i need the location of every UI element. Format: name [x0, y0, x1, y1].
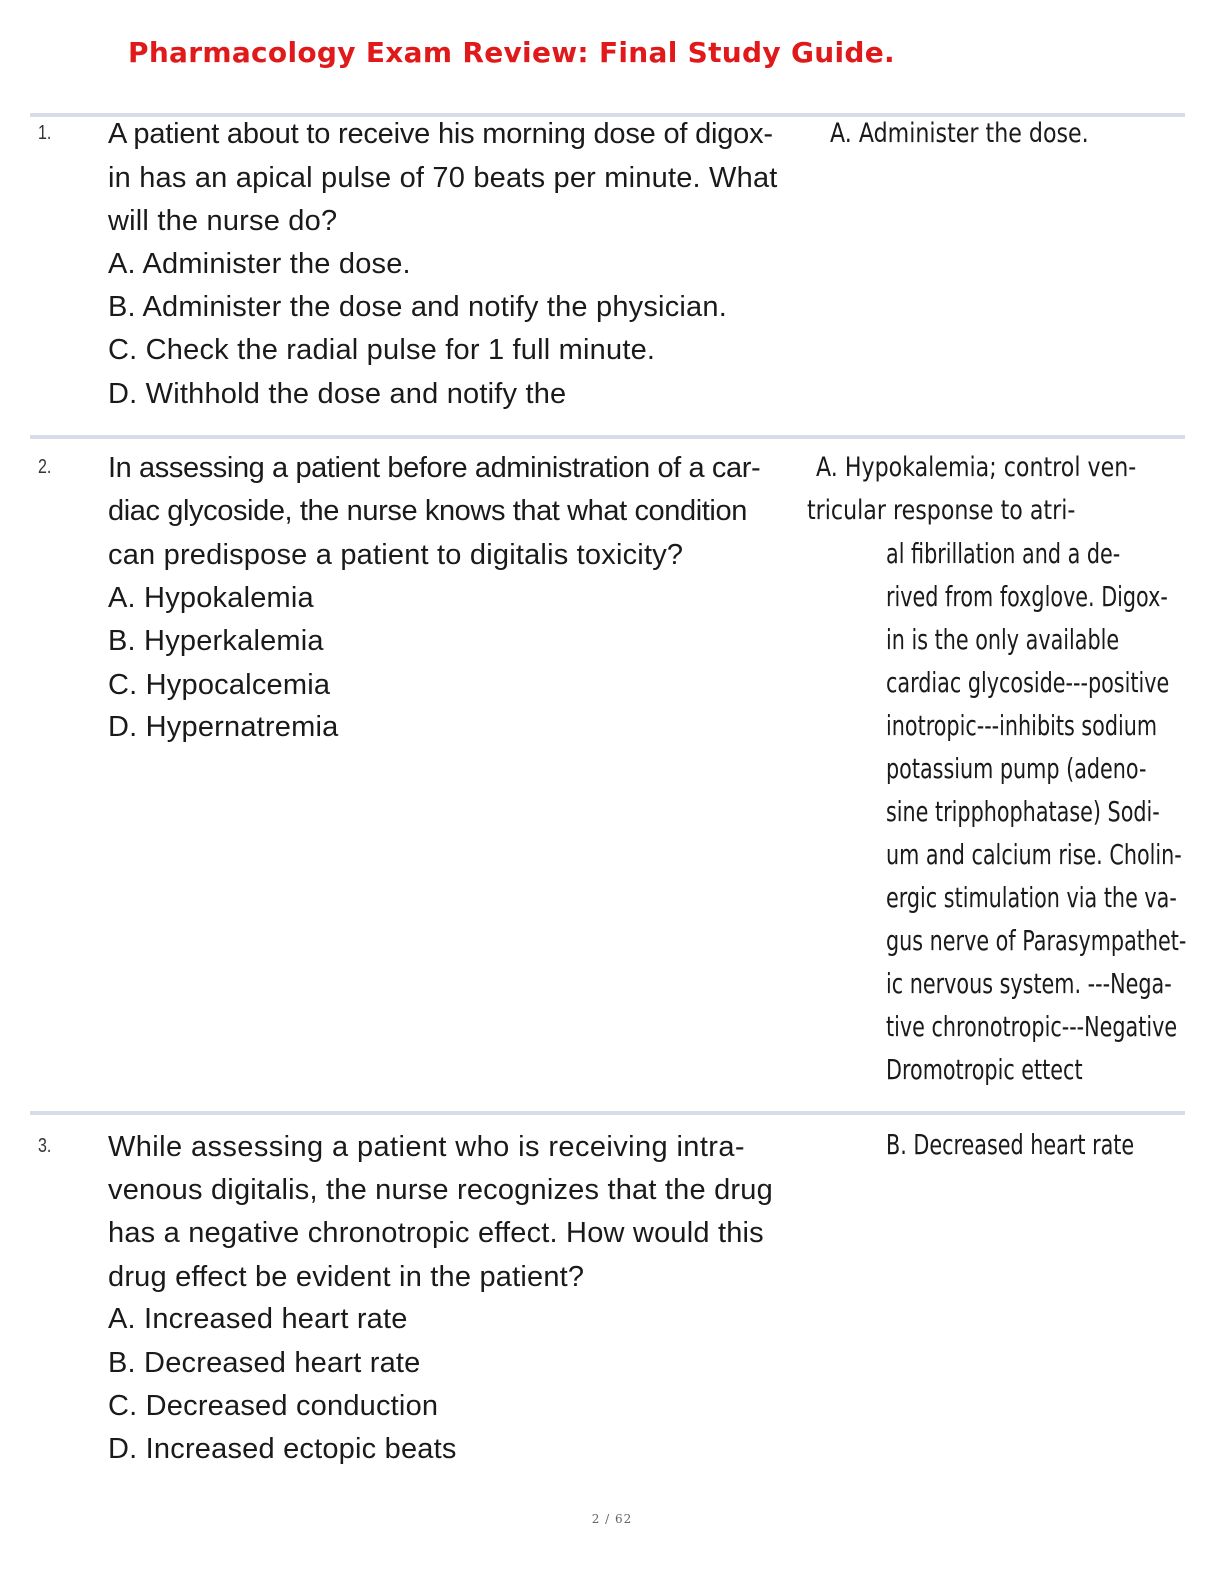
question-line: has a negative chronotropic effect. How would this	[108, 1217, 764, 1249]
answer-text: tricular response to atri-	[807, 495, 1076, 526]
option-c: C. Decreased conduction	[108, 1390, 439, 1422]
question-number: 2.	[38, 456, 52, 478]
answer-text: rived from foxglove. Digox-	[886, 580, 1168, 613]
option-d: D. Hypernatremia	[108, 711, 339, 743]
question-line: drug effect be evident in the patient?	[108, 1261, 585, 1293]
answer-text: potassium pump (adeno-	[886, 752, 1147, 785]
question-line: A patient about to receive his morning dose of digox-	[108, 118, 773, 150]
answer-text: A. Hypokalemia; control ven-	[816, 452, 1137, 483]
option-d: D. Withhold the dose and notify the	[108, 378, 567, 410]
answer-text: in is the only available	[886, 623, 1120, 656]
answer-text: A. Administer the dose.	[830, 118, 1089, 149]
question-line: diac glycoside, the nurse knows that what condition	[108, 495, 747, 527]
answer-text: sine tripphophatase) Sodi-	[886, 795, 1160, 828]
option-c: C. Check the radial pulse for 1 full minute.	[108, 334, 656, 366]
answer-text: ergic stimulation via the va-	[886, 881, 1177, 914]
page-title: Pharmacology Exam Review: Final Study Guide.	[128, 36, 895, 69]
answer-text: gus nerve of Parasympathet-	[886, 924, 1187, 957]
question-line: venous digitalis, the nurse recognizes that the drug	[108, 1174, 773, 1206]
option-c: C. Hypocalcemia	[108, 669, 331, 701]
answer-text: cardiac glycoside---positive	[886, 666, 1170, 699]
question-line: in has an apical pulse of 70 beats per minute. What	[108, 162, 778, 194]
option-d: D. Increased ectopic beats	[108, 1433, 457, 1465]
question-number: 3.	[38, 1135, 52, 1157]
question-line: can predispose a patient to digitalis toxicity?	[108, 539, 684, 571]
answer-text: um and calcium rise. Cholin-	[886, 838, 1182, 871]
answer-text: Dromotropic ettect	[886, 1053, 1083, 1086]
question-line: will the nurse do?	[108, 205, 338, 237]
divider	[30, 1111, 1185, 1115]
option-a: A. Administer the dose.	[108, 248, 411, 280]
page-number: 2 / 62	[591, 1512, 633, 1526]
divider	[30, 435, 1185, 439]
question-line: In assessing a patient before administration of a car-	[108, 452, 761, 484]
question-line: While assessing a patient who is receiving intra-	[108, 1131, 745, 1163]
option-a: A. Hypokalemia	[108, 582, 314, 614]
option-b: B. Decreased heart rate	[108, 1347, 421, 1379]
answer-text: tive chronotropic---Negative	[886, 1010, 1178, 1043]
answer-text: ic nervous system. ---Nega-	[886, 967, 1172, 1000]
answer-text: inotropic---inhibits sodium	[886, 709, 1158, 742]
question-number: 1.	[38, 122, 52, 144]
answer-text: B. Decreased heart rate	[886, 1128, 1135, 1161]
answer-text: al fibrillation and a de-	[886, 537, 1121, 570]
option-b: B. Hyperkalemia	[108, 625, 324, 657]
option-a: A. Increased heart rate	[108, 1303, 408, 1335]
option-b: B. Administer the dose and notify the physician.	[108, 291, 727, 323]
